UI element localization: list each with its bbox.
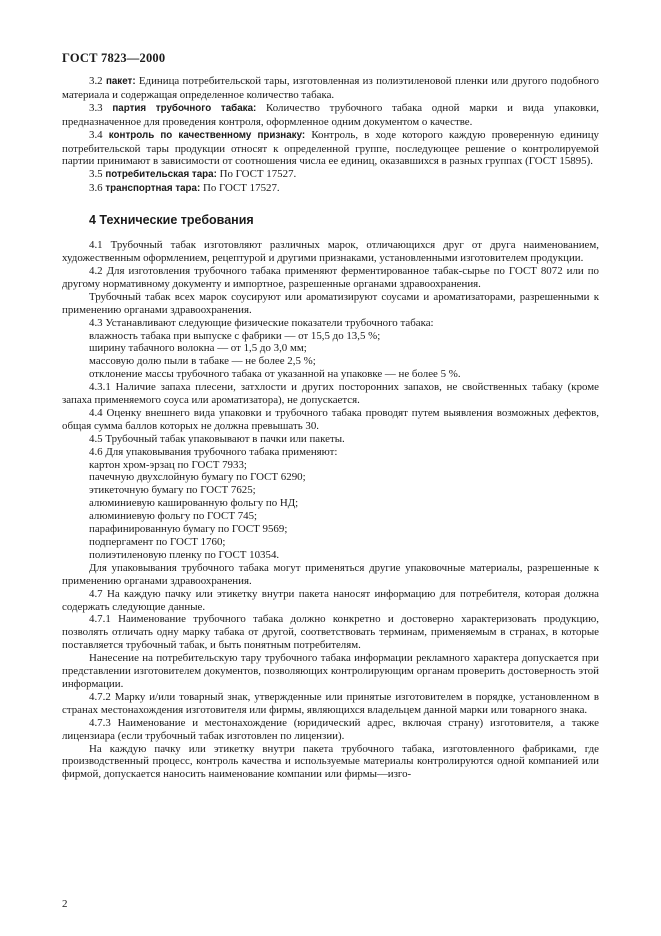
paragraph-4-4: 4.4 Оценку внешнего вида упаковки и трубочного табака проводят путем выявления возможных дефектов, общая сумма баллов которых не должна превышать 30. (62, 406, 599, 432)
list-item: пачечную двухслойную бумагу по ГОСТ 6290; (89, 471, 306, 484)
list-item: полиэтиленовую пленку по ГОСТ 10354. (89, 548, 280, 561)
paragraph-4-7: 4.7 На каждую пачку или этикетку внутри пакета наносят информацию для потребителя, которая должна содержать следующие данные. (62, 587, 599, 613)
term-number: 3.4 (89, 128, 103, 141)
term-text: По ГОСТ 17527. (200, 182, 280, 195)
term-text: Количество трубочного табака одной марки и вида упаковки, предназначенное для проведения контроля, оформленное одним документом о качестве. (62, 101, 599, 128)
term-3-2 (62, 75, 599, 102)
paragraph-4-3-1: 4.3.1 Наличие запаха плесени, затхлости и других посторонних запахов, не свойственных табаку (кроме запаха применяемого соуса или ароматизатора), не допускается. (62, 381, 599, 407)
term-name: контроль по качественному признаку: (108, 129, 306, 141)
term-name: пакет: (105, 76, 136, 87)
list-item: алюминиевую фольгу по ГОСТ 745; (89, 510, 258, 523)
term-3-5 (62, 168, 599, 182)
term-name: партия трубочного табака: (112, 102, 257, 114)
term-number: 3.6 (89, 182, 103, 195)
document-header: ГОСТ 7823—2000 (62, 51, 166, 65)
list-item-fiber-width: ширину табачного волокна — от 1,5 до 3,0 мм; (89, 342, 307, 355)
paragraph-4-5: 4.5 Трубочный табак упаковывают в пачки или пакеты. (89, 432, 345, 445)
page-number: 2 (62, 898, 68, 910)
term-3-4 (62, 129, 599, 169)
list-item-moisture: влажность табака при выпуске с фабрики — от 15,5 до 13,5 %; (89, 329, 381, 342)
paragraph-4-7-1: 4.7.1 Наименование трубочного табака должно конкретно и достоверно характеризовать продукцию, позволять отличать одну марку табака от другой, соответствовать терминам, применяемым в странах, в которые поставляется трубочный табак, и быть понятным потребителям. (62, 613, 599, 652)
term-3-6 (62, 182, 599, 196)
paragraph-flavoring: Трубочный табак всех марок соусируют или ароматизируют соусами и ароматизаторами, разрешенными к применению органами здравоохранения. (62, 290, 599, 316)
term-name: транспортная тара: (105, 183, 201, 195)
paragraph-company-name: На каждую пачку или этикетку внутри пакета трубочного табака, изготовленного фабриками, где производственный процесс, контроль качества и используемые материалы контролируются одной компанией или фирмой, допускается наносить наименование компании или фирмы—изго- (62, 742, 599, 781)
term-number: 3.5 (89, 168, 103, 181)
term-name: потребительская тара: (105, 169, 217, 181)
paragraph-4-7-2: 4.7.2 Марку и/или товарный знак, утвержденные или принятые изготовителем в порядке, установленном в странах местонахождения изготовителя или фирмы, являющихся владельцем данной марки или товарного знака. (62, 690, 599, 716)
list-item: этикеточную бумагу по ГОСТ 7625; (89, 484, 256, 497)
paragraph-4-7-3: 4.7.3 Наименование и местонахождение (юридический адрес, включая страну) изготовителя, а также лицензиара (если трубочный табак изготовлен по лицензии). (62, 716, 599, 742)
list-item: алюминиевую кашированную фольгу по НД; (89, 497, 299, 510)
list-item: картон хром-эрзац по ГОСТ 7933; (89, 458, 247, 471)
paragraph-4-1: 4.1 Трубочный табак изготовляют различных марок, отличающихся друг от друга наименованием, художественным оформлением, рецептурой и другими признаками, установленными изготовителем продукции. (62, 239, 599, 265)
term-text: Единица потребительской тары, изготовленная из полиэтиленовой пленки или другого подобного материала и содержащая определенное количество табака. (62, 75, 599, 101)
paragraph-other-materials: Для упаковывания трубочного табака могут применяться другие упаковочные материалы, разрешенные к применению органами здравоохранения. (62, 561, 599, 587)
term-number: 3.2 (89, 75, 103, 87)
list-item-mass-deviation: отклонение массы трубочного табака от указанной на упаковке — не более 5 %. (89, 368, 461, 381)
paragraph-4-6: 4.6 Для упаковывания трубочного табака применяют: (89, 445, 338, 458)
paragraph-4-3: 4.3 Устанавливают следующие физические показатели трубочного табака: (89, 316, 434, 329)
term-3-3 (62, 102, 599, 129)
list-item-dust: массовую долю пыли в табаке — не более 2,5 %; (89, 355, 316, 368)
term-text: Контроль, в ходе которого каждую проверенную единицу потребительской тары продукции относят к определенной группе, последующее решение о контролируемой партии принимают в зависимости от соотношения числа ее единиц, оказавшихся в разных группах (ГОСТ 15895). (62, 128, 599, 168)
list-item: подпергамент по ГОСТ 1760; (89, 536, 226, 548)
section-title: 4 Технические требования (89, 213, 254, 228)
list-item: парафинированную бумагу по ГОСТ 9569; (89, 523, 288, 536)
paragraph-4-2: 4.2 Для изготовления трубочного табака применяют ферментированное табак-сырье по ГОСТ 8072 или по другому нормативному документу и импортное, разрешенные органами здравоохранения. (62, 264, 599, 290)
term-number: 3.3 (89, 101, 103, 114)
term-text: По ГОСТ 17527. (216, 168, 297, 181)
document-page (62, 50, 599, 890)
paragraph-advertising: Нанесение на потребительскую тару трубочного табака информации рекламного характера допускается при представлении изготовителем документов, позволяющих контролирующим органам проверить достоверность этой информации. (62, 652, 599, 690)
